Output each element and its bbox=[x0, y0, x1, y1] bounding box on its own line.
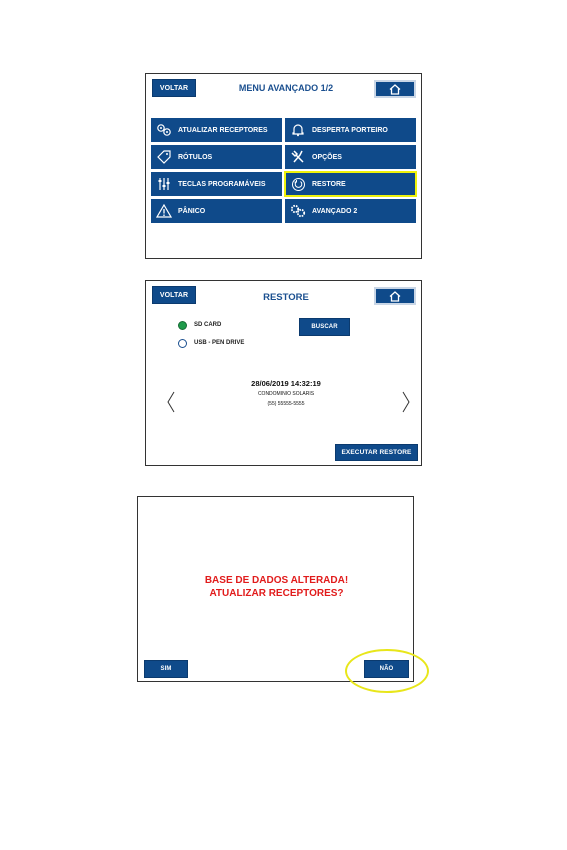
sliders-icon bbox=[152, 172, 176, 196]
tile-label: AVANÇADO 2 bbox=[312, 207, 358, 215]
gears-icon bbox=[286, 199, 310, 223]
sync-icon bbox=[152, 118, 176, 142]
back-button[interactable]: VOLTAR bbox=[152, 286, 196, 304]
tile-label: TECLAS PROGRAMÁVEIS bbox=[178, 180, 266, 188]
page-title: MENU AVANÇADO 1/2 bbox=[238, 83, 334, 93]
chevron-right-icon[interactable] bbox=[401, 391, 411, 413]
restore-screen bbox=[145, 280, 422, 466]
tile-avancado-2[interactable] bbox=[285, 199, 416, 223]
tag-icon bbox=[152, 145, 176, 169]
backup-datetime: 28/06/2019 14:32:19 bbox=[251, 379, 321, 388]
chevron-left-icon[interactable] bbox=[166, 391, 176, 413]
usb-pen-drive-label: USB - PEN DRIVE bbox=[194, 340, 245, 346]
tile-opcoes[interactable] bbox=[285, 145, 416, 169]
tile-label: DESPERTA PORTEIRO bbox=[312, 126, 388, 134]
backup-phone: (55) 55555-5555 bbox=[267, 401, 305, 407]
tile-atualizar-receptores[interactable] bbox=[151, 118, 282, 142]
confirm-message-line2: ATUALIZAR RECEPTORES? bbox=[209, 588, 344, 599]
bell-icon bbox=[286, 118, 310, 142]
restore-icon bbox=[286, 172, 310, 196]
no-button[interactable]: NÃO bbox=[364, 660, 409, 678]
tile-rotulos[interactable] bbox=[151, 145, 282, 169]
home-button[interactable] bbox=[374, 80, 416, 98]
tile-label: RÓTULOS bbox=[178, 153, 213, 161]
tile-panico[interactable] bbox=[151, 199, 282, 223]
highlight-ring bbox=[345, 649, 429, 693]
tile-teclas-programaveis[interactable] bbox=[151, 172, 282, 196]
home-button[interactable] bbox=[374, 287, 416, 305]
execute-restore-button[interactable]: EXECUTAR RESTORE bbox=[335, 444, 418, 461]
home-icon bbox=[389, 84, 401, 95]
advanced-menu-screen bbox=[145, 73, 422, 259]
home-icon bbox=[389, 291, 401, 302]
tile-label: OPÇÕES bbox=[312, 153, 342, 161]
tile-desperta-porteiro[interactable] bbox=[285, 118, 416, 142]
backup-condominium-name: CONDOMINIO SOLARIS bbox=[257, 391, 315, 397]
yes-button[interactable]: SIM bbox=[144, 660, 188, 678]
tools-icon bbox=[286, 145, 310, 169]
search-button[interactable]: BUSCAR bbox=[299, 318, 350, 336]
back-button[interactable]: VOLTAR bbox=[152, 79, 196, 97]
page-title: RESTORE bbox=[263, 292, 309, 303]
warning-icon bbox=[152, 199, 176, 223]
tile-restore[interactable] bbox=[285, 172, 416, 196]
usb-pen-drive-radio[interactable] bbox=[178, 339, 187, 348]
sd-card-label: SD CARD bbox=[194, 322, 222, 328]
tile-label: ATUALIZAR RECEPTORES bbox=[178, 126, 268, 134]
sd-card-radio[interactable] bbox=[178, 321, 187, 330]
confirm-message-line1: BASE DE DADOS ALTERADA! bbox=[204, 575, 349, 586]
tile-label: PÂNICO bbox=[178, 207, 206, 215]
tile-label: RESTORE bbox=[312, 180, 346, 188]
